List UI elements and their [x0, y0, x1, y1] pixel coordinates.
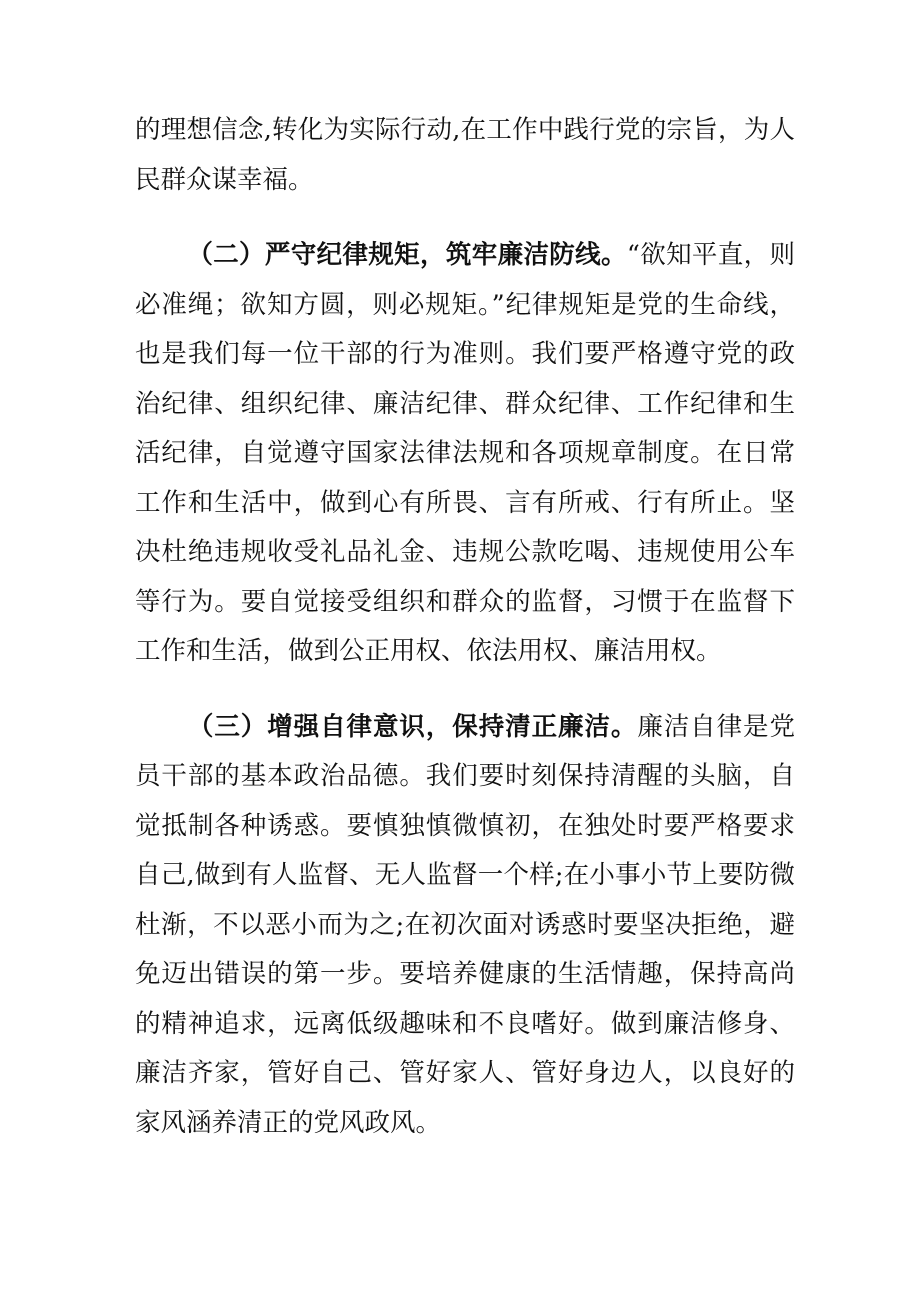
paragraph-2-text: “欲知平直，则必准绳；欲知方圆，则必规矩。”纪律规矩是党的生命线，也是我们每一位干部的行为准则。我们要严格遵守党的政治纪律、组织纪律、廉洁纪律、群众纪律、工作纪律和生活纪律，自觉遵守国家法律法规和各项规章制度。在日常工作和生活中，做到心有所畏、言有所戒、行有所止。坚决杜绝违规收受礼品礼金、违规公款吃喝、违规使用公车等行为。要自觉接受组织和群众的监督，习惯于在监督下工作和生活，做到公正用权、依法用权、廉洁用权。 — [135, 240, 795, 666]
section-heading-discipline: （二）严守纪律规矩，筑牢廉洁防线。 — [187, 240, 627, 270]
paragraph-self-discipline — [135, 703, 795, 1149]
paragraph-continuation — [135, 106, 795, 205]
paragraph-1-text: 的理想信念,转化为实际行动,在工作中践行党的宗旨，为人民群众谋幸福。 — [135, 115, 795, 195]
section-heading-self-discipline: （三）增强自律意识，保持清正廉洁。 — [187, 711, 638, 742]
paragraph-discipline — [135, 231, 795, 677]
document-body — [135, 106, 795, 1148]
paragraph-3-text: 廉洁自律是党员干部的基本政治品德。我们要时刻保持清醒的头脑，自觉抵制各种诱惑。要慎独慎微慎初，在独处时要严格要求自己,做到有人监督、无人监督一个样;在小事小节上要防微杜渐，不以恶小而为之;在初次面对诱惑时要坚决拒绝，避免迈出错误的第一步。要培养健康的生活情趣，保持高尚的精神追求，远离低级趣味和不良嗜好。做到廉洁修身、廉洁齐家，管好自己、管好家人、管好身边人，以良好的家风涵养清正的党风政风。 — [135, 711, 795, 1138]
